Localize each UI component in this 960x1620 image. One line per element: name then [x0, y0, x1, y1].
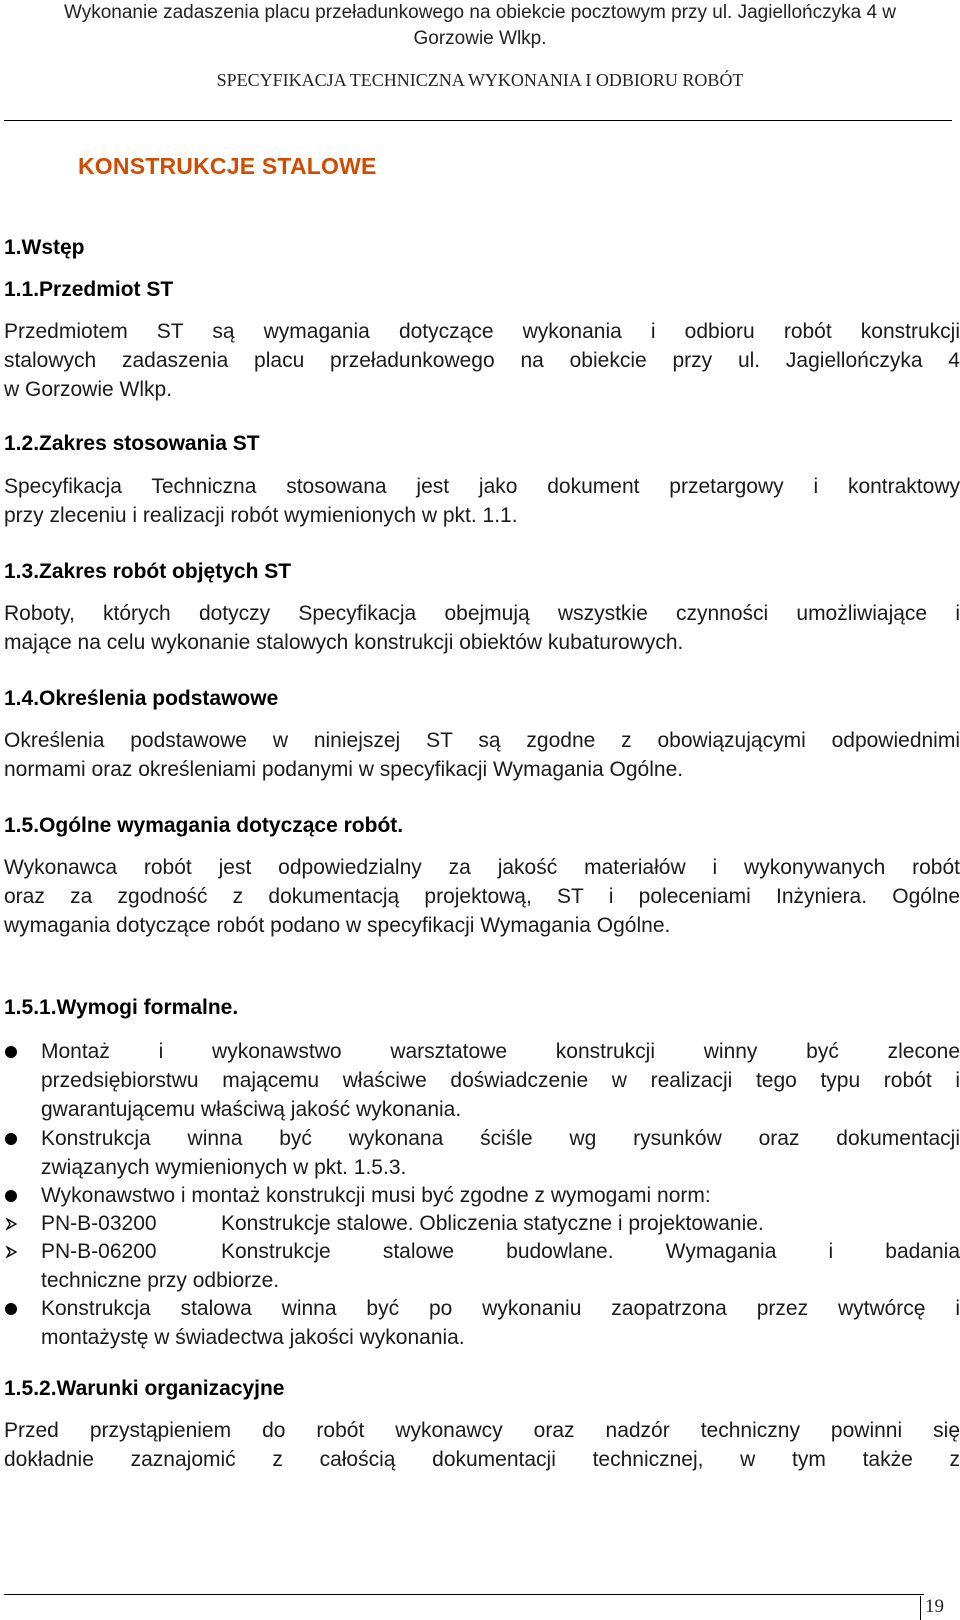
standard-text: Konstrukcje stalowe budowlane. Wymagania i badania	[221, 1240, 960, 1263]
paragraph-1-5-2	[4, 1416, 960, 1474]
header-spec-title: SPECYFIKACJA TECHNICZNA WYKONANIA I ODBIORU ROBÓT	[216, 70, 744, 90]
bullet-line: montażystę w świadectwa jakości wykonania.	[41, 1326, 465, 1349]
arrow-bullet-icon	[4, 1209, 34, 1238]
standard-text: Konstrukcje stalowe. Obliczenia statyczne i projektowanie.	[221, 1212, 764, 1235]
heading-1-5: 1.5.Ogólne wymagania dotyczące robót.	[4, 814, 404, 837]
arrow-bullet-icon	[4, 1237, 34, 1266]
paragraph-line: dokładnie zaznajomić z całością dokumentacji technicznej, w tym także z	[4, 1448, 960, 1471]
bullet-line: Konstrukcja stalowa winna być po wykonaniu zaopatrzona przez wytwórcę i	[41, 1297, 960, 1320]
bullet-dot-icon	[4, 1124, 34, 1153]
paragraph-line: Wykonawca robót jest odpowiedzialny za jakość materiałów i wykonywanych robót	[4, 856, 960, 879]
paragraph-line: Roboty, których dotyczy Specyfikacja obejmują wszystkie czynności umożliwiające i	[4, 602, 960, 625]
paragraph-line: oraz za zgodność z dokumentacją projektową, ST i poleceniami Inżyniera. Ogólne	[4, 885, 960, 908]
standard-line: techniczne przy odbiorze.	[41, 1269, 280, 1292]
header-divider	[4, 120, 952, 121]
standard-line	[41, 1209, 960, 1238]
bullet-line: gwarantującemu właściwą jakość wykonania.	[41, 1098, 462, 1121]
bullet-dot-icon	[4, 1037, 34, 1066]
standard-line	[41, 1237, 960, 1266]
heading-1-5-2: 1.5.2.Warunki organizacyjne	[4, 1377, 285, 1400]
bullet-dot-icon	[4, 1294, 34, 1323]
heading-1-5-1: 1.5.1.Wymogi formalne.	[4, 996, 239, 1019]
page-number: 19	[920, 1596, 944, 1620]
heading-1-4: 1.4.Określenia podstawowe	[4, 687, 279, 710]
heading-1-1: 1.1.Przedmiot ST	[4, 278, 174, 301]
section-title: KONSTRUKCJE STALOWE	[78, 153, 377, 179]
paragraph-line: normami oraz określeniami podanymi w specyfikacji Wymagania Ogólne.	[4, 758, 684, 781]
bullet-dot-icon	[4, 1181, 34, 1210]
paragraph-1-1	[4, 317, 960, 404]
standard-code: PN-B-06200	[41, 1240, 157, 1263]
paragraph-line: Specyfikacja Techniczna stosowana jest jako dokument przetargowy i kontraktowy	[4, 475, 960, 498]
standard-code: PN-B-03200	[41, 1212, 157, 1235]
paragraph-1-2	[4, 472, 960, 530]
paragraph-1-3	[4, 599, 960, 657]
paragraph-line: wymagania dotyczące robót podano w specyfikacji Wymagania Ogólne.	[4, 914, 671, 937]
heading-1-3: 1.3.Zakres robót objętych ST	[4, 560, 292, 583]
bullet-line: Wykonawstwo i montaż konstrukcji musi być zgodne z wymogami norm:	[41, 1184, 711, 1207]
paragraph-1-5	[4, 853, 960, 940]
paragraph-1-4	[4, 726, 960, 784]
paragraph-line: Określenia podstawowe w niniejszej ST są zgodne z obowiązującymi odpowiednimi	[4, 729, 960, 752]
bullet-line: Montaż i wykonawstwo warsztatowe konstrukcji winny być zlecone	[41, 1040, 960, 1063]
bullet-line: Konstrukcja winna być wykonana ściśle wg rysunków oraz dokumentacji	[41, 1127, 960, 1150]
header-title-line1: Wykonanie zadaszenia placu przeładunkowego na obiekcie pocztowym przy ul. Jagiellończyka 4 w	[63, 2, 897, 23]
paragraph-line: Przed przystąpieniem do robót wykonawcy oraz nadzór techniczny powinni się	[4, 1419, 960, 1442]
bullet-line: związanych wymienionych w pkt. 1.5.3.	[41, 1156, 407, 1179]
paragraph-line: przy zleceniu i realizacji robót wymienionych w pkt. 1.1.	[4, 504, 518, 527]
heading-1: 1.Wstęp	[4, 236, 85, 259]
footer-divider	[4, 1594, 924, 1595]
heading-1-2: 1.2.Zakres stosowania ST	[4, 432, 260, 455]
header-title-line2: Gorzowie Wlkp.	[413, 28, 547, 49]
paragraph-line: Przedmiotem ST są wymagania dotyczące wykonania i odbioru robót konstrukcji	[4, 320, 960, 343]
document-header-title	[0, 0, 960, 52]
paragraph-line: w Gorzowie Wlkp.	[4, 378, 173, 401]
paragraph-line: mające na celu wykonanie stalowych konstrukcji obiektów kubaturowych.	[4, 631, 684, 654]
bullet-line: przedsiębiorstwu mającemu właściwe doświadczenie w realizacji tego typu robót i	[41, 1069, 960, 1092]
paragraph-line: stalowych zadaszenia placu przeładunkowego na obiekcie przy ul. Jagiellończyka 4	[4, 349, 960, 372]
